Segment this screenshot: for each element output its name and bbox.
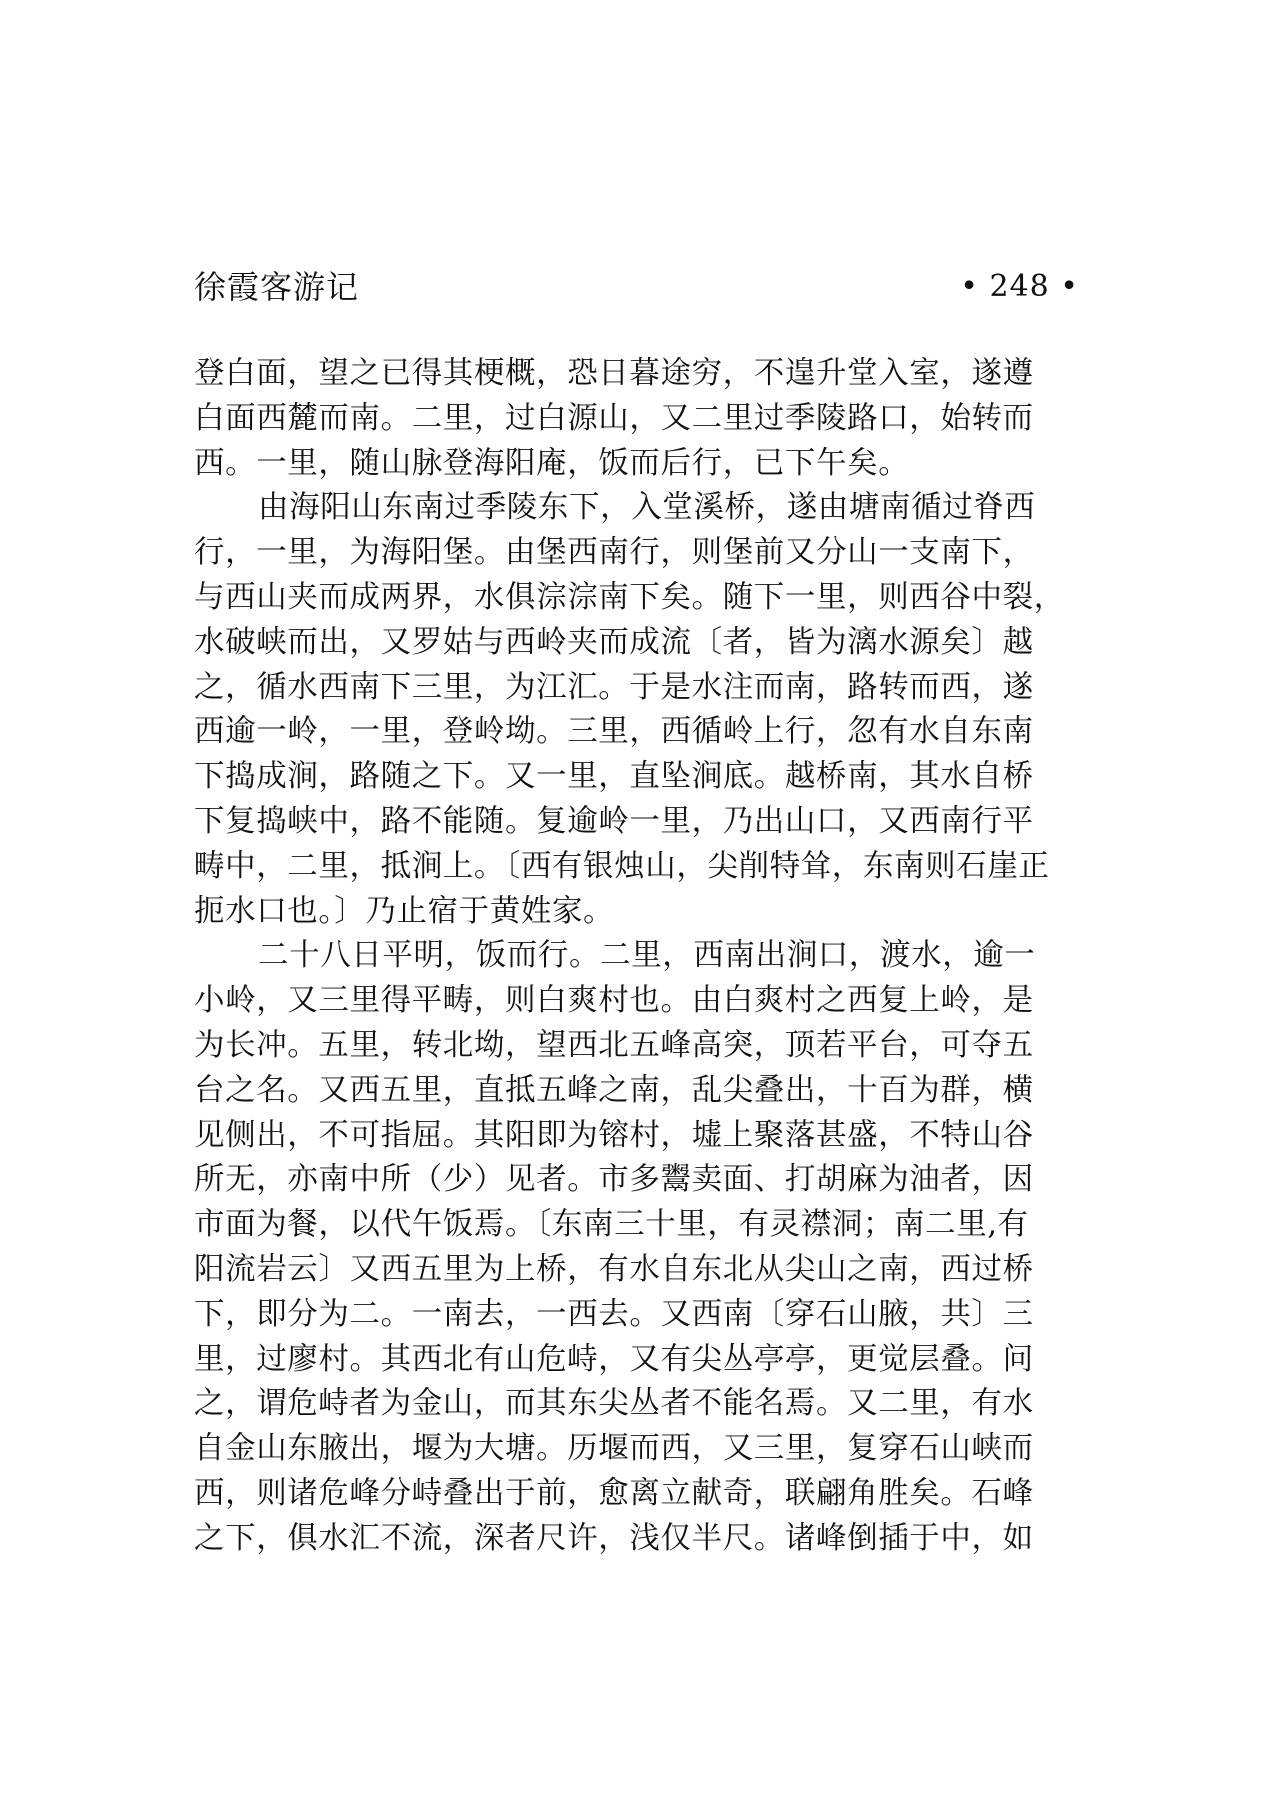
book-title: 徐霞客游记 <box>194 268 360 306</box>
text-line: 西逾一岭，一里，登岭坳。三里，西循岭上行，忽有水自东南 <box>194 714 1034 750</box>
text-line: 所无，亦南中所（少）见者。市多鬻卖面、打胡麻为油者，因 <box>194 1162 1034 1198</box>
body-text <box>194 352 1084 1562</box>
text-line: 自金山东腋出，堰为大塘。历堰而西，又三里，复穿石山峡而 <box>194 1431 1034 1467</box>
text-line: 之下，俱水汇不流，深者尺许，浅仅半尺。诸峰倒插于中，如 <box>194 1520 1034 1556</box>
text-line: 登白面，望之已得其梗概，恐日暮途穷，不遑升堂入室，遂遵 <box>194 356 1034 391</box>
text-line: 行，一里，为海阳堡。由堡西南行，则堡前又分山一支南下， <box>194 535 1034 571</box>
text-line: 扼水口也。〕乃止宿于黄姓家。 <box>194 893 615 929</box>
text-line: 台之名。又西五里，直抵五峰之南，乱尖叠出，十百为群，横 <box>194 1072 1034 1108</box>
text-line: 市面为餐，以代午饭焉。〔东南三十里，有灵襟洞；南二里,有 <box>194 1207 1029 1243</box>
text-line: 里，过廖村。其西北有山危峙，又有尖丛亭亭，更觉层叠。问 <box>194 1341 1034 1377</box>
text-line: 下捣成涧，路随之下。又一里，直坠涧底。越桥南，其水自桥 <box>194 759 1034 795</box>
text-line: 西，则诸危峰分峙叠出于前，愈离立献奇，联翩角胜矣。石峰 <box>194 1475 1034 1511</box>
text-line: 下，即分为二。一南去，一西去。又西南〔穿石山腋，共〕三 <box>194 1296 1034 1332</box>
text-line: 水破峡而出，又罗姑与西岭夹而成流〔者，皆为漓水源矣〕越 <box>194 624 1034 660</box>
text-line: 为长冲。五里，转北坳，望西北五峰高突，顶若平台，可夺五 <box>194 1027 1034 1063</box>
text-line: 西。一里，随山脉登海阳庵，饭而后行，已下午矣。 <box>194 445 910 481</box>
text-line: 与西山夹而成两界，水俱淙淙南下矣。随下一里，则西谷中裂， <box>194 579 1065 615</box>
page-number: • 248 • <box>960 269 1079 304</box>
text-line: 之，谓危峙者为金山，而其东尖丛者不能名焉。又二里，有水 <box>194 1386 1034 1422</box>
text-line: 见侧出，不可指屈。其阳即为镕村，墟上聚落甚盛，不特山谷 <box>194 1117 1034 1153</box>
text-line: 阳流岩云〕又西五里为上桥，有水自东北从尖山之南，西过桥 <box>194 1251 1034 1287</box>
text-line: 畴中，二里，抵涧上。〔西有银烛山，尖削特耸，东南则石崖正 <box>194 848 1050 884</box>
text-line: 二十八日平明，饭而行。二里，西南出涧口，渡水，逾一 <box>258 938 1036 974</box>
running-header <box>194 262 1079 312</box>
text-line: 之，循水西南下三里，为江汇。于是水注而南，路转而西，遂 <box>194 669 1034 705</box>
text-line: 由海阳山东南过季陵东下，入堂溪桥，遂由塘南循过脊西 <box>258 490 1036 526</box>
text-line: 小岭，又三里得平畴，则白爽村也。由白爽村之西复上岭，是 <box>194 983 1034 1019</box>
text-line: 下复捣峡中，路不能随。复逾岭一里，乃出山口，又西南行平 <box>194 803 1034 839</box>
text-line: 白面西麓而南。二里，过白源山，又二里过季陵路口，始转而 <box>194 400 1034 436</box>
